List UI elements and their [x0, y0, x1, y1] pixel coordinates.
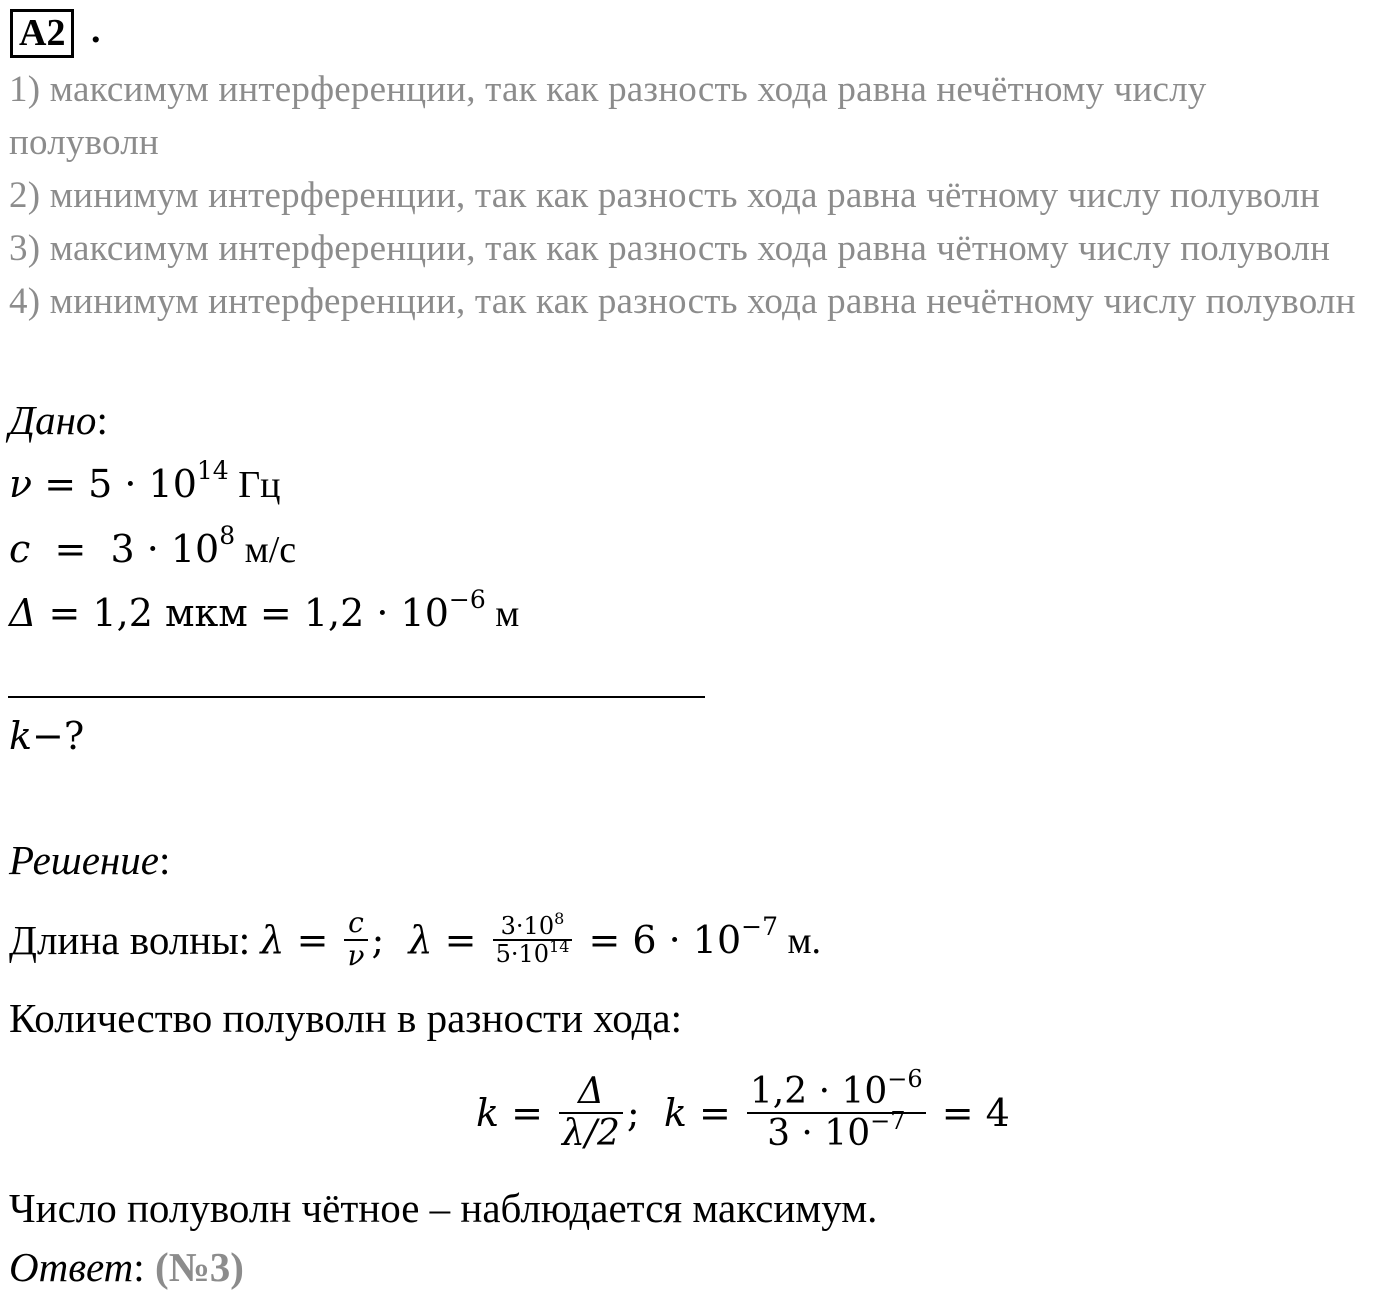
option-1-line-1: 1) максимум интерференции, так как разность хода равна нечётному числу: [9, 69, 1207, 110]
wavelength-value-fraction: $\frac{3\cdot 10^8}{5\cdot 10^{14}}$: [493, 913, 573, 968]
task-number: A2: [19, 12, 66, 54]
wavelength-result: = $6 \cdot 10^{-7}$ м.: [576, 911, 822, 962]
task-number-dot: .: [91, 9, 101, 51]
task-number-box: [10, 9, 74, 58]
given-frequency: $\nu = 5 \cdot 10^{14}$ Гц: [9, 456, 281, 506]
half-wave-formula-fraction: $\frac{\Delta}{\lambda/2}$: [559, 1072, 623, 1153]
given-heading: Дано:: [9, 397, 108, 443]
wavelength-line: Длина волны: λ = $\frac{c}{\nu}$ ; λ = $\frac{3\cdot 10^8}{5\cdot 10^{14}}$ = $6 \cdot 10^{-7}$ м.: [9, 906, 822, 972]
answer-value: (№3): [154, 1244, 244, 1290]
conclusion: Число полуволн чётное – наблюдается максимум.: [9, 1185, 878, 1231]
given-path-difference: Δ = 1,2 мкм = $1,2 \cdot 10^{-6}$ м: [9, 585, 520, 635]
given-light-speed: $c = 3 \cdot 10^8$ м/с: [9, 521, 297, 571]
half-wave-value-fraction: $\frac{1,2 \cdot 10^{-6}}{3 \cdot 10^{-7}}$: [747, 1072, 926, 1153]
answer-line: Ответ: (№3): [9, 1244, 244, 1290]
solution-heading: Решение:: [9, 837, 171, 883]
find-quantity: k−?: [9, 714, 85, 758]
half-wave-count-label: Количество полуволн в разности хода:: [9, 995, 682, 1041]
half-wave-formula: k = $\frac{\Delta}{\lambda/2}$ ; k = $\frac{1,2 \cdot 10^{-6}}{3 \cdot 10^{-7}}$ = 4: [476, 1065, 1010, 1154]
given-divider: [8, 696, 705, 698]
option-1-line-2: полуволн: [9, 122, 159, 163]
option-3: 3) максимум интерференции, так как разность хода равна чётному числу полуволн: [9, 228, 1331, 269]
wavelength-formula-fraction: $\frac{c}{\nu}$: [344, 908, 367, 972]
option-4: 4) минимум интерференции, так как разность хода равна нечётному числу полуволн: [9, 281, 1356, 322]
option-2: 2) минимум интерференции, так как разность хода равна чётному числу полуволн: [9, 175, 1320, 216]
